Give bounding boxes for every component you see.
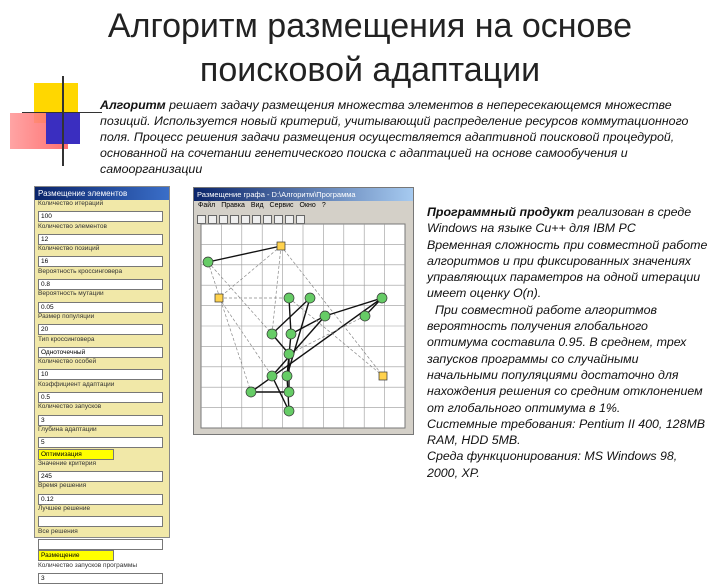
settings-field-row <box>35 516 169 527</box>
graph-element-node[interactable] <box>284 406 294 416</box>
menu-item[interactable]: Файл <box>198 202 216 209</box>
settings-label-text: Глубина адаптации <box>38 425 97 433</box>
graph-element-node[interactable] <box>282 371 292 381</box>
graph-element-node[interactable] <box>320 311 330 321</box>
graph-terminal-node[interactable] <box>277 242 285 250</box>
menu-item[interactable]: Правка <box>221 202 245 209</box>
toolbar-button-icon[interactable] <box>230 215 239 224</box>
settings-panel-rows <box>35 200 169 584</box>
settings-label-text: Лучшее решение <box>38 505 91 513</box>
description-p1 <box>427 204 711 237</box>
graph-element-node[interactable] <box>360 311 370 321</box>
settings-label-text: Количество запусков программы <box>38 561 138 569</box>
settings-label <box>35 562 169 573</box>
settings-action-button[interactable]: Размещение <box>38 550 114 561</box>
settings-field-row <box>35 392 169 403</box>
toolbar-button-icon[interactable] <box>219 215 228 224</box>
settings-label-text: Количество итераций <box>38 200 104 207</box>
menu-item[interactable]: ? <box>321 202 326 209</box>
decor-vertical-line <box>62 76 64 166</box>
settings-input[interactable] <box>38 516 163 527</box>
settings-action-button[interactable]: Оптимизация <box>38 449 114 460</box>
settings-field-row <box>35 302 169 313</box>
settings-input[interactable]: 0.12 <box>38 494 163 505</box>
settings-label <box>35 381 169 392</box>
settings-label-text: Время решения <box>38 482 87 490</box>
settings-label-text: Значение критерия <box>38 459 97 467</box>
placement-grid-graph <box>201 224 405 428</box>
settings-input[interactable]: 20 <box>38 324 163 335</box>
settings-label-text: Коэффициент адаптации <box>38 380 115 388</box>
description-p2: Временная сложность при совместной работе алгоритмов и при фиксированных значениях управляющих параметров на одной итерации имеет оценку O(n). <box>427 237 708 301</box>
graph-terminal-node[interactable] <box>379 372 387 380</box>
settings-label <box>35 268 169 279</box>
description-p4: Системные требования: Pentium II 400, 128MB RAM, HDD 5MB. <box>427 416 706 448</box>
settings-field-row <box>35 573 169 584</box>
settings-input[interactable]: 0.05 <box>38 302 163 313</box>
description-p5: Среда функционирования: MS Windows 98, 2000, XP. <box>427 449 678 480</box>
settings-label <box>35 313 169 324</box>
settings-input[interactable]: 0.5 <box>38 392 163 403</box>
graph-element-node[interactable] <box>246 387 256 397</box>
settings-label <box>35 528 169 539</box>
settings-field-row <box>35 539 169 550</box>
settings-label-text: Вероятность кроссинговера <box>38 267 123 275</box>
settings-label <box>35 200 169 211</box>
settings-label <box>35 460 169 471</box>
settings-field-row <box>35 211 169 222</box>
description-p1-text: реализован в среде Windows на языке Си++ для IBM PC <box>427 205 692 236</box>
description-p1-lead: Программный продукт <box>427 205 575 219</box>
settings-field-row <box>35 415 169 426</box>
settings-label-text: Все решения <box>38 527 78 535</box>
settings-field-row <box>35 279 169 290</box>
settings-label-text: Тип кроссинговера <box>38 335 95 343</box>
settings-input[interactable]: 10 <box>38 369 163 380</box>
settings-label-text: Количество элементов <box>38 222 107 230</box>
decor-horizontal-line <box>22 112 102 113</box>
toolbar-button-icon[interactable] <box>285 215 294 224</box>
settings-input[interactable]: 3 <box>38 573 163 584</box>
settings-field-row <box>35 471 169 482</box>
settings-input[interactable]: 0.8 <box>38 279 163 290</box>
settings-input[interactable]: 12 <box>38 234 163 245</box>
settings-label-text: Размер популяции <box>38 312 95 320</box>
toolbar-button-icon[interactable] <box>263 215 272 224</box>
graph-window-toolbar <box>194 211 413 222</box>
graph-window-title: Размещение графа - D:\Алгоритм\Программа <box>194 188 413 201</box>
graph-element-node[interactable] <box>284 293 294 303</box>
settings-input[interactable]: 5 <box>38 437 163 448</box>
settings-button-row <box>35 449 169 460</box>
toolbar-button-icon[interactable] <box>208 215 217 224</box>
settings-panel <box>34 186 170 582</box>
graph-element-node[interactable] <box>286 329 296 339</box>
settings-label-text: Вероятность мутации <box>38 290 104 298</box>
settings-label <box>35 336 169 347</box>
settings-label <box>35 505 169 516</box>
settings-field-row <box>35 437 169 448</box>
settings-field-row <box>35 324 169 335</box>
toolbar-button-icon[interactable] <box>296 215 305 224</box>
settings-label <box>35 403 169 414</box>
settings-field-row <box>35 494 169 505</box>
settings-input[interactable]: 245 <box>38 471 163 482</box>
settings-input[interactable]: 100 <box>38 211 163 222</box>
settings-field-row <box>35 347 169 358</box>
settings-input[interactable] <box>38 539 163 550</box>
slide-title-line1: Алгоритм размещения на основе <box>107 7 633 45</box>
graph-element-node[interactable] <box>267 371 277 381</box>
settings-field-row <box>35 234 169 245</box>
graph-element-node[interactable] <box>267 329 277 339</box>
toolbar-button-icon[interactable] <box>197 215 206 224</box>
menu-item[interactable]: Сервис <box>269 202 294 209</box>
graph-element-node[interactable] <box>284 387 294 397</box>
settings-button-row <box>35 550 169 561</box>
settings-input[interactable]: 16 <box>38 256 163 267</box>
settings-label-text: Количество особей <box>38 358 97 366</box>
graph-window-menubar <box>194 201 413 211</box>
intro-lead: Алгоритм <box>100 98 166 112</box>
graph-element-node[interactable] <box>377 293 387 303</box>
graph-element-node[interactable] <box>284 349 294 359</box>
settings-label-text: Количество позиций <box>38 245 100 253</box>
menu-item[interactable]: Окно <box>299 202 316 209</box>
slide-title <box>40 4 700 92</box>
slide-title-line2: поисковой адаптации <box>199 51 541 89</box>
settings-label <box>35 426 169 437</box>
settings-label <box>35 358 169 369</box>
graph-terminal-node[interactable] <box>215 294 223 302</box>
settings-label <box>35 245 169 256</box>
menu-item[interactable]: Вид <box>250 202 264 209</box>
description-text <box>427 204 711 481</box>
settings-label <box>35 482 169 493</box>
toolbar-button-icon[interactable] <box>241 215 250 224</box>
intro-paragraph <box>100 97 700 177</box>
settings-label <box>35 223 169 234</box>
settings-label <box>35 290 169 301</box>
settings-label-text: Количество запусков <box>38 403 102 411</box>
settings-field-row <box>35 256 169 267</box>
settings-field-row <box>35 369 169 380</box>
graph-window <box>193 187 414 435</box>
settings-panel-title: Размещение элементов <box>35 187 169 200</box>
intro-text: решает задачу размещения множества элементов в непересекающемся множестве позиций. Используется новый критерий, учитывающий распределение ресурсов коммутационного поля. Процесс решения задачи размещения осуществляется адаптивной поисковой процедурой, основанной на сочетании генетического поиска с адаптацией на основе самообучения и самоорганизации <box>100 98 689 176</box>
toolbar-button-icon[interactable] <box>252 215 261 224</box>
settings-input[interactable]: 3 <box>38 415 163 426</box>
description-p3: При совместной работе алгоритмов вероятность получения глобального оптимума составила 0.95. В среднем, трех запусков программы со случайными начальными популяциями достаточно для нахождения решения со средним отклонением от глобального оптимума в 1%. <box>427 302 703 415</box>
toolbar-button-icon[interactable] <box>274 215 283 224</box>
graph-element-node[interactable] <box>203 257 213 267</box>
settings-input[interactable]: Одноточечный <box>38 347 163 358</box>
graph-element-node[interactable] <box>305 293 315 303</box>
